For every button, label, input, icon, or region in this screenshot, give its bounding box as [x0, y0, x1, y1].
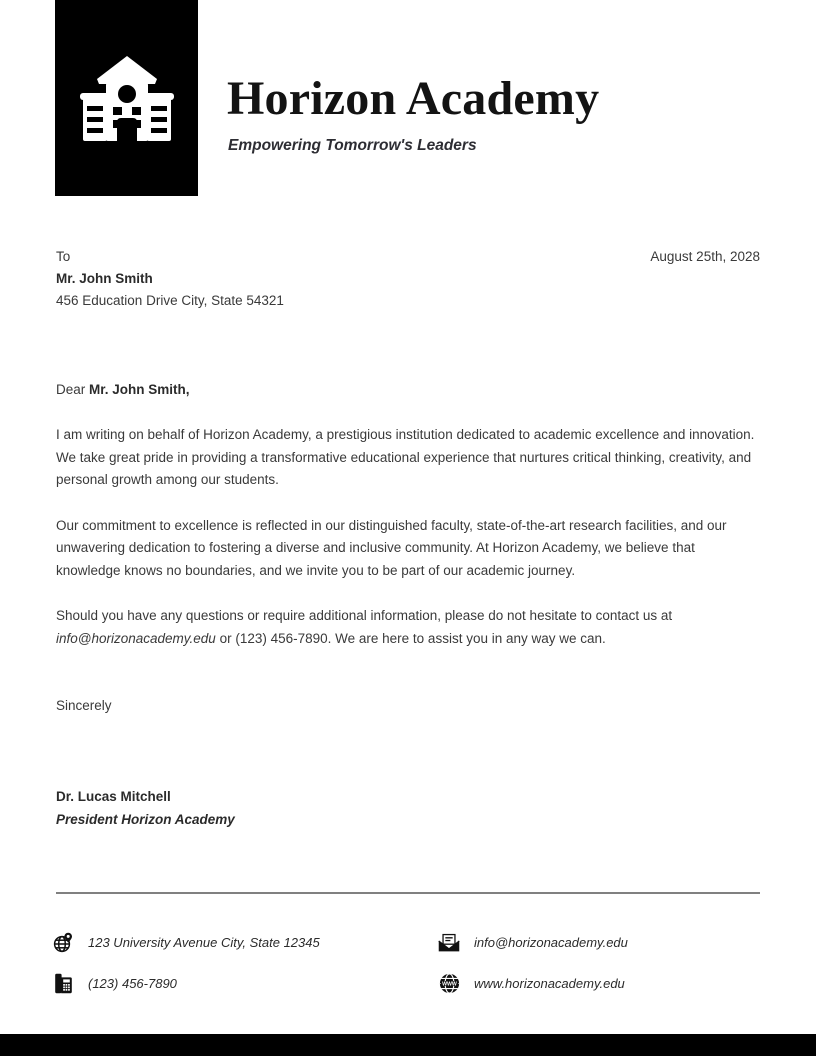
paragraph-3-tail: or (123) 456-7890. We are here to assist you in any way we can.: [215, 630, 606, 646]
recipient-address: 456 Education Drive City, State 54321: [56, 293, 284, 308]
signer-role: President Horizon Academy: [56, 812, 235, 827]
letter-date: August 25th, 2028: [650, 249, 760, 264]
salutation-prefix: Dear: [56, 382, 90, 397]
letter-header: [0, 0, 816, 200]
footer-divider: [56, 892, 760, 894]
body-paragraph-3: [56, 605, 756, 650]
body-paragraph-1: I am writing on behalf of Horizon Academy, a prestigious institution dedicated to academic excellence and innovation. We take great pride in providing a transformative educational experience that nurtures critical thinking, creativity, and personal growth among our students.: [56, 427, 755, 487]
footer-bar: [0, 1034, 816, 1056]
recipient-row-name: [56, 268, 760, 290]
salutation: [56, 379, 756, 401]
globe-location-pin-icon: [52, 931, 74, 955]
closing-salutation: Sincerely: [56, 698, 112, 713]
body-paragraph-2: Our commitment to excellence is reflected in our distinguished faculty, state-of-the-art research facilities, and our unwavering dedication to fostering a diverse and inclusive community. At Horizon Academy, we believe that knowledge knows no boundaries, and we invite you to be part of our academic journey.: [56, 517, 727, 578]
contact-email-inline: info@horizonacademy.edu: [56, 630, 216, 646]
school-building-icon: [75, 50, 179, 146]
logo-block: [55, 0, 198, 196]
recipient-block: [56, 246, 760, 312]
footer-contacts: [52, 922, 764, 1004]
contact-email: [438, 922, 764, 963]
signer-name: Dr. Lucas Mitchell: [56, 789, 171, 804]
paragraph-3-lead: Should you have any questions or require additional information, please do not hesitate to contact us at: [56, 608, 673, 623]
svg-text:WWW: WWW: [441, 981, 457, 988]
recipient-row-address: [56, 290, 760, 312]
contact-address-text: 123 University Avenue City, State 12345: [88, 934, 320, 950]
contact-phone: [52, 963, 438, 1004]
recipient-name: Mr. John Smith: [56, 271, 153, 286]
envelope-icon: [438, 931, 460, 955]
contact-email-text: info@horizonacademy.edu: [474, 934, 628, 950]
letter-body: [56, 379, 756, 831]
recipient-row-to: [56, 246, 760, 268]
contact-phone-text: (123) 456-7890: [88, 975, 177, 991]
signature-block: [56, 785, 756, 831]
contact-website: [438, 963, 764, 1004]
organization-title: Horizon Academy: [227, 72, 600, 125]
organization-tagline: Empowering Tomorrow's Leaders: [228, 137, 477, 154]
to-label: To: [56, 249, 71, 264]
contact-website-text: www.horizonacademy.edu: [474, 975, 625, 991]
www-globe-icon: [438, 972, 460, 996]
salutation-name: Mr. John Smith,: [89, 382, 190, 397]
header-titles: [227, 72, 599, 156]
contact-address: [52, 922, 438, 963]
desk-phone-icon: [52, 972, 74, 996]
